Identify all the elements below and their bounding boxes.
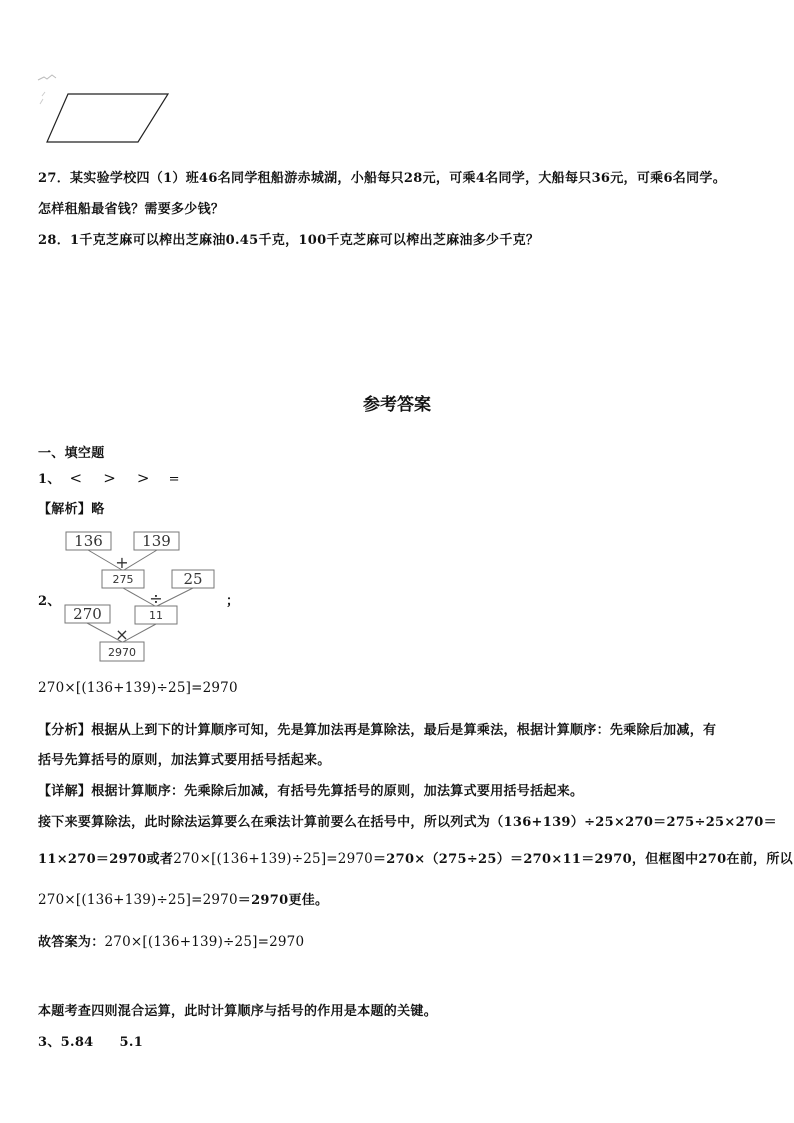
- detail-line4-formula: 270×[(136+139)÷25]=2970: [38, 892, 238, 908]
- question-27-line1: 27．某实验学校四（1）班46名同学租船游赤城湖，小船每只28元，可乘4名同学，大船每只36元，可乘6名同学。: [38, 171, 726, 186]
- summary-line: 本题考查四则混合运算，此时计算顺序与括号的作用是本题的关键。: [38, 1004, 438, 1019]
- answer-1-analysis: 【解析】略: [38, 502, 105, 517]
- divide-operator: ÷: [149, 589, 163, 608]
- answer-1: [38, 468, 180, 487]
- detail-line3: [38, 848, 793, 867]
- detail-line2: 接下来要算除法，此时除法运算要么在乘法计算前要么在括号中，所以列式为（136+139）÷25×270＝275÷25×270＝: [38, 815, 777, 830]
- tree-value-136: 136: [74, 532, 103, 550]
- tree-value-275: 275: [112, 573, 134, 586]
- tree-value-2970: 2970: [108, 646, 136, 659]
- answer-1-symbol-3: >: [136, 469, 150, 487]
- times-operator: ×: [115, 625, 129, 644]
- answer-1-symbol-2: >: [103, 469, 117, 487]
- tree-value-11: 11: [149, 609, 163, 622]
- faint-mark: [38, 75, 56, 80]
- formula-line: 270×[(136+139)÷25]=2970: [38, 680, 238, 696]
- detail-line3-formula: 270×[(136+139)÷25]=2970: [173, 851, 373, 867]
- answer-3-label: 3、: [38, 1035, 61, 1050]
- plus-operator: +: [115, 553, 129, 572]
- faint-mark-2: [40, 92, 45, 104]
- detail-line4: [38, 889, 328, 908]
- analysis-line2: 括号先算括号的原则，加法算式要用括号括起来。: [38, 753, 331, 768]
- answer-3: [38, 1031, 143, 1050]
- detail-line4-end: ＝2970更佳。: [237, 893, 329, 908]
- answer-1-symbol-1: <: [69, 469, 83, 487]
- answer-3-value-2: 5.1: [119, 1035, 144, 1050]
- tree-value-270: 270: [73, 605, 102, 623]
- answer-2-tail: ；: [226, 594, 240, 609]
- detail-line3-start: 11×270＝2970或者: [38, 852, 174, 867]
- tree-value-25: 25: [183, 570, 203, 588]
- tree-value-139: 139: [142, 532, 171, 550]
- detail-line3-end: ＝270×（275÷25）＝270×11＝2970，但框图中270在前，所以: [372, 852, 793, 867]
- question-28: 28．1千克芝麻可以榨出芝麻油0.45千克，100千克芝麻可以榨出芝麻油多少千克？: [38, 233, 540, 248]
- parallelogram: [47, 94, 168, 142]
- answer-title: 参考答案: [363, 395, 431, 415]
- answer-1-symbol-4: =: [168, 472, 180, 487]
- final-answer-formula: 270×[(136+139)÷25]=2970: [104, 934, 305, 950]
- answer-1-label: 1、: [38, 472, 61, 487]
- answer-2-label: 2、: [38, 594, 61, 609]
- section-fill-blank: 一、填空题: [38, 446, 105, 461]
- answer-3-value-1: 5.84: [60, 1035, 94, 1050]
- analysis-line1: 【分析】根据从上到下的计算顺序可知，先是算加法再是算除法，最后是算乘法，根据计算顺序：先乘除后加减，有: [38, 723, 717, 738]
- calculation-tree: [60, 528, 225, 668]
- detail-line1: 【详解】根据计算顺序：先乘除后加减，有括号先算括号的原则，加法算式要用括号括起来。: [38, 784, 584, 799]
- question-27-line2: 怎样租船最省钱？需要多少钱？: [38, 202, 225, 217]
- final-answer: [38, 931, 304, 950]
- final-answer-label: 故答案为：: [38, 935, 105, 950]
- parallelogram-figure: [30, 70, 180, 150]
